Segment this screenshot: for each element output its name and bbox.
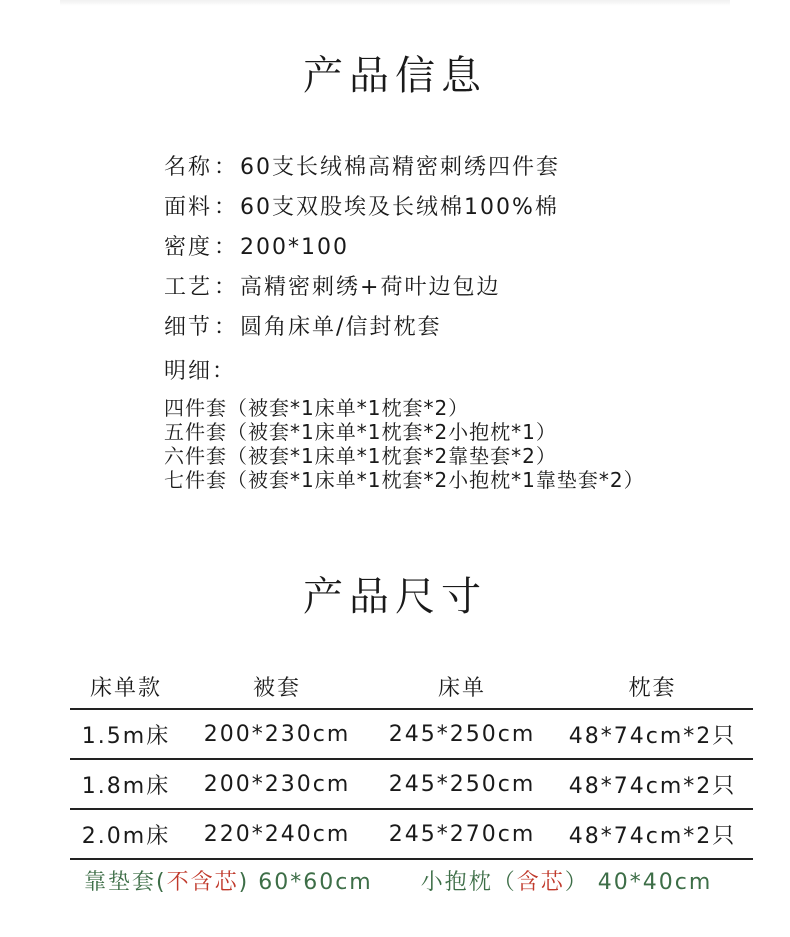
detail-list-label: 明细： <box>164 359 237 384</box>
bed-size-cell: 1.5m床 <box>70 709 182 759</box>
info-separator: ： <box>214 155 239 180</box>
info-value: 200*100 <box>240 235 350 260</box>
cushion-cover-label: 靠垫套( <box>84 870 167 895</box>
info-value: 60支长绒棉高精密刺绣四件套 <box>240 155 561 180</box>
info-row-detail <box>164 310 645 350</box>
cushion-cover-size: 60*60cm <box>258 870 373 895</box>
bed-size-cell: 1.8m床 <box>70 759 182 809</box>
pillowcase-cell: 48*74cm*2只 <box>552 809 753 859</box>
info-separator: ： <box>214 235 239 260</box>
duvet-cover-cell: 220*240cm <box>182 809 372 859</box>
small-pillow-close: ） <box>564 870 589 895</box>
duvet-cover-cell: 200*230cm <box>182 759 372 809</box>
set-detail-item: 四件套（被套*1床单*1枕套*2） <box>164 396 470 420</box>
small-pillow-label: 小抱枕（ <box>420 870 517 895</box>
sheet-cell: 245*250cm <box>372 709 552 759</box>
info-row-craft <box>164 270 645 310</box>
column-header-pillowcase: 枕套 <box>552 664 753 709</box>
info-separator: ： <box>214 195 239 220</box>
top-shadow-divider <box>60 0 730 6</box>
set-detail-item: 七件套（被套*1床单*1枕套*2小抱枕*1靠垫套*2） <box>164 468 645 492</box>
info-value: 60支双股埃及长绒棉100%棉 <box>240 195 559 220</box>
info-separator: ： <box>214 315 239 340</box>
column-header-sheet: 床单 <box>372 664 552 709</box>
column-header-duvet-cover: 被套 <box>182 664 372 709</box>
info-row-fabric <box>164 190 645 230</box>
product-info-block <box>164 150 645 492</box>
small-pillow-size: 40*40cm <box>597 870 713 895</box>
set-detail-list <box>164 396 645 492</box>
info-separator: ： <box>214 275 239 300</box>
info-label: 密度 <box>164 235 213 260</box>
sheet-cell: 245*270cm <box>372 809 552 859</box>
info-label: 细节 <box>164 315 213 340</box>
column-header-bed-size: 床单款 <box>70 664 182 709</box>
set-detail-item: 五件套（被套*1床单*1枕套*2小抱枕*1） <box>164 420 557 444</box>
info-label: 名称 <box>164 155 213 180</box>
info-value: 圆角床单/信封枕套 <box>240 315 442 340</box>
duvet-cover-cell: 200*230cm <box>182 709 372 759</box>
info-label: 工艺 <box>164 275 213 300</box>
size-table-header <box>70 664 753 709</box>
product-size-title: 产品尺寸 <box>303 574 487 620</box>
sheet-cell: 245*250cm <box>372 759 552 809</box>
info-row-density <box>164 230 645 270</box>
bed-size-cell: 2.0m床 <box>70 809 182 859</box>
cushion-cover-close: ) <box>238 870 250 895</box>
info-value: 高精密刺绣+荷叶边包边 <box>240 275 501 300</box>
table-row <box>70 809 753 859</box>
size-table <box>70 664 753 860</box>
pillowcase-cell: 48*74cm*2只 <box>552 759 753 809</box>
pillowcase-cell: 48*74cm*2只 <box>552 709 753 759</box>
accessory-sizes <box>84 865 764 896</box>
info-label: 面料 <box>164 195 213 220</box>
cushion-cover-note: 不含芯 <box>166 870 239 895</box>
product-info-title: 产品信息 <box>303 53 487 99</box>
table-row <box>70 759 753 809</box>
table-row <box>70 709 753 759</box>
info-row-name <box>164 150 645 190</box>
set-detail-item: 六件套（被套*1床单*1枕套*2靠垫套*2） <box>164 444 557 468</box>
small-pillow-note: 含芯 <box>516 870 565 895</box>
